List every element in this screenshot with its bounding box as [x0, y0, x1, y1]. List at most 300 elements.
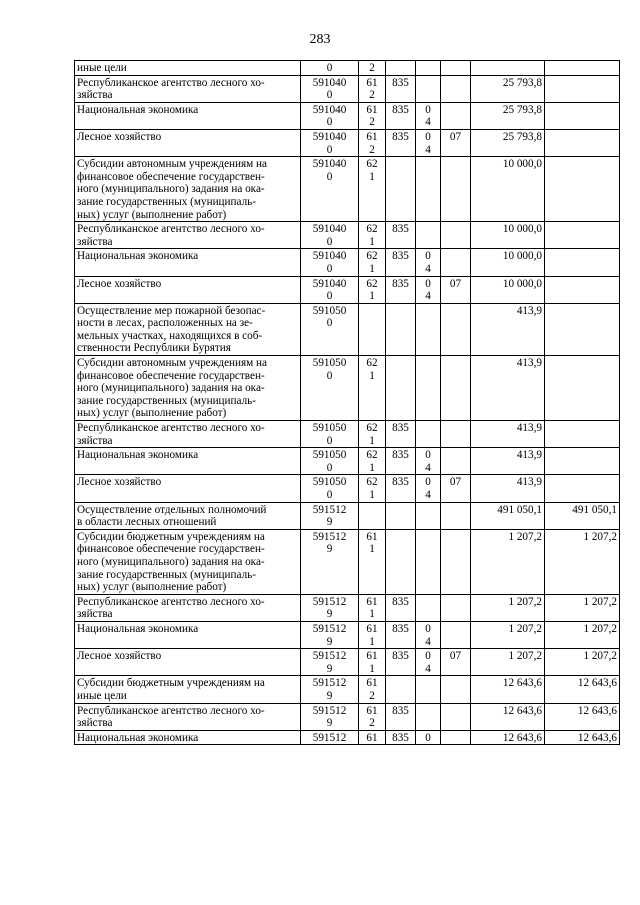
cell-amount-2	[545, 703, 620, 730]
cell-expense-type	[359, 222, 386, 249]
cell-expense-type	[359, 356, 386, 421]
cell-amount-1	[471, 222, 545, 249]
cell-amount-1	[471, 75, 545, 102]
cell-text: 491 050,1	[497, 503, 542, 516]
cell-text	[443, 62, 468, 75]
cell-line: 0	[326, 235, 333, 248]
cell-text: 1 207,2	[583, 622, 617, 635]
cell-text	[443, 705, 468, 718]
cell-text: 10 000,0	[502, 158, 542, 171]
cell-text: 835	[392, 130, 409, 143]
cell-text: 835	[392, 223, 409, 236]
cell-line: 1	[369, 543, 375, 556]
cell-subsection	[441, 703, 471, 730]
cell-name	[75, 730, 301, 745]
cell-department	[386, 249, 416, 276]
cell-expense-type	[359, 703, 386, 730]
cell-line: 0	[326, 89, 333, 102]
cell-line: 62	[366, 158, 378, 171]
cell-line: ного (муниципального) задания на ока-	[77, 382, 265, 395]
cell-amount-1	[471, 594, 545, 621]
cell-line: 0	[326, 317, 333, 330]
cell-department	[386, 157, 416, 222]
cell-expense-type	[359, 730, 386, 745]
cell-line: 0	[326, 62, 333, 74]
table-row	[75, 356, 620, 421]
cell-expense-type	[359, 129, 386, 156]
cell-text: 413,9	[516, 449, 542, 462]
table-row	[75, 475, 620, 502]
cell-line: Национальная экономика	[77, 103, 199, 116]
cell-text	[443, 250, 468, 263]
cell-expense-type	[359, 649, 386, 676]
cell-line: зание государственных (муниципаль-	[77, 195, 256, 208]
cell-target-code	[301, 61, 359, 76]
cell-expense-type	[359, 102, 386, 129]
table-row	[75, 529, 620, 594]
cell-line	[418, 62, 438, 75]
cell-line: иные цели	[77, 62, 127, 74]
cell-text: 835	[392, 277, 409, 290]
cell-section	[416, 75, 441, 102]
cell-line: Национальная экономика	[77, 250, 199, 263]
cell-line: 2	[369, 89, 375, 102]
cell-department	[386, 649, 416, 676]
cell-line: 0	[326, 461, 333, 474]
cell-text: 835	[392, 476, 409, 489]
cell-line: финансовое обеспечение государствен-	[77, 170, 265, 183]
cell-line: 61	[366, 677, 378, 690]
cell-line: 1	[369, 489, 375, 501]
cell-amount-2	[545, 303, 620, 355]
cell-target-code	[301, 157, 359, 222]
table-row	[75, 421, 620, 448]
cell-expense-type	[359, 448, 386, 475]
table-row	[75, 61, 620, 76]
cell-text: 835	[392, 704, 409, 717]
cell-text	[388, 677, 413, 690]
cell-text	[547, 476, 617, 489]
cell-text	[388, 158, 413, 171]
cell-amount-1	[471, 129, 545, 156]
cell-subsection	[441, 594, 471, 621]
cell-text: 1 207,2	[508, 595, 542, 608]
cell-text	[547, 357, 617, 370]
cell-line: Осуществление отдельных полномочий	[77, 503, 267, 516]
cell-amount-2	[545, 676, 620, 703]
cell-section	[416, 594, 441, 621]
cell-line: 1	[369, 461, 375, 474]
cell-amount-1	[471, 421, 545, 448]
cell-line: Субсидии бюджетным учреждениям на	[77, 530, 265, 543]
cell-line: 591040	[312, 158, 347, 171]
table-row	[75, 594, 620, 621]
cell-amount-1	[471, 475, 545, 502]
cell-department	[386, 703, 416, 730]
cell-expense-type	[359, 421, 386, 448]
cell-line	[418, 705, 438, 718]
cell-section	[416, 102, 441, 129]
cell-line: ных) услуг (выполнение работ)	[77, 208, 227, 221]
cell-text: 835	[392, 76, 409, 89]
cell-line: 591040	[312, 103, 347, 116]
cell-line: Республиканское агентство лесного хо-	[77, 223, 265, 236]
cell-section	[416, 529, 441, 594]
table-row	[75, 303, 620, 355]
cell-text: 1 207,2	[508, 650, 542, 663]
cell-department	[386, 276, 416, 303]
cell-line	[361, 504, 383, 517]
cell-text: 25 793,8	[502, 76, 542, 89]
cell-text	[547, 278, 617, 291]
cell-section	[416, 421, 441, 448]
cell-line: 1	[369, 290, 375, 303]
cell-target-code	[301, 676, 359, 703]
cell-target-code	[301, 356, 359, 421]
cell-line: 9	[326, 717, 333, 730]
cell-text	[547, 77, 617, 90]
cell-amount-1	[471, 303, 545, 355]
cell-line: 62	[366, 357, 378, 370]
cell-subsection	[441, 102, 471, 129]
cell-section	[416, 448, 441, 475]
cell-line	[418, 504, 438, 517]
cell-department	[386, 222, 416, 249]
cell-amount-2	[545, 730, 620, 745]
table-row	[75, 502, 620, 529]
table-row	[75, 249, 620, 276]
cell-section	[416, 129, 441, 156]
cell-amount-2	[545, 356, 620, 421]
cell-line: Республиканское агентство лесного хо-	[77, 76, 265, 89]
cell-text	[388, 62, 413, 75]
cell-line: ности в лесах, расположенных на зе-	[77, 317, 253, 330]
cell-name	[75, 502, 301, 529]
table-row	[75, 129, 620, 156]
cell-target-code	[301, 730, 359, 745]
cell-name	[75, 61, 301, 76]
cell-line: зяйства	[77, 608, 113, 621]
cell-line: 0	[425, 103, 431, 116]
cell-line: в области лесных отношений	[77, 516, 217, 529]
cell-amount-1	[471, 676, 545, 703]
cell-section	[416, 356, 441, 421]
cell-line: 591040	[312, 277, 347, 290]
cell-line: зание государственных (муниципаль-	[77, 394, 256, 407]
cell-text	[443, 504, 468, 517]
cell-text: 10 000,0	[502, 223, 542, 236]
cell-line: 62	[366, 476, 378, 489]
cell-department	[386, 303, 416, 355]
cell-line: 61	[366, 530, 378, 543]
cell-text	[443, 104, 468, 117]
cell-target-code	[301, 249, 359, 276]
cell-text: 07	[449, 476, 462, 489]
cell-line: ного (муниципального) задания на ока-	[77, 183, 265, 196]
cell-line: 61	[366, 595, 378, 608]
cell-line: ных) услуг (выполнение работ)	[77, 407, 227, 420]
cell-section	[416, 703, 441, 730]
cell-line	[418, 77, 438, 90]
cell-line: 61	[366, 731, 378, 744]
cell-line: 591512	[312, 622, 347, 635]
table-row	[75, 102, 620, 129]
cell-line: ного (муниципального) задания на ока-	[77, 555, 265, 568]
cell-target-code	[301, 276, 359, 303]
cell-name	[75, 102, 301, 129]
cell-text	[388, 305, 413, 318]
cell-amount-2	[545, 649, 620, 676]
cell-text: 835	[392, 650, 409, 663]
table-row	[75, 649, 620, 676]
cell-name	[75, 222, 301, 249]
cell-subsection	[441, 129, 471, 156]
cell-target-code	[301, 129, 359, 156]
budget-table	[74, 60, 620, 745]
cell-line: 2	[369, 717, 375, 730]
cell-department	[386, 356, 416, 421]
cell-line: 61	[366, 650, 378, 663]
cell-line: 591050	[312, 304, 347, 317]
cell-amount-1	[471, 157, 545, 222]
cell-text	[547, 131, 617, 144]
cell-text: 835	[392, 595, 409, 608]
cell-department	[386, 448, 416, 475]
cell-target-code	[301, 649, 359, 676]
cell-line	[418, 223, 438, 236]
cell-name	[75, 649, 301, 676]
cell-expense-type	[359, 249, 386, 276]
cell-subsection	[441, 676, 471, 703]
cell-department	[386, 621, 416, 648]
cell-line: 1	[369, 434, 375, 447]
cell-line: Национальная экономика	[77, 449, 199, 462]
cell-subsection	[441, 621, 471, 648]
cell-subsection	[441, 448, 471, 475]
cell-line: 0	[425, 622, 431, 635]
cell-subsection	[441, 356, 471, 421]
cell-name	[75, 157, 301, 222]
cell-section	[416, 475, 441, 502]
cell-section	[416, 502, 441, 529]
cell-section	[416, 676, 441, 703]
cell-line: 61	[366, 704, 378, 717]
cell-expense-type	[359, 621, 386, 648]
cell-name	[75, 129, 301, 156]
cell-line: Субсидии автономным учреждениям на	[77, 357, 267, 370]
cell-subsection	[441, 421, 471, 448]
cell-line: 0	[425, 476, 431, 489]
cell-text: 835	[392, 731, 409, 744]
cell-text: 835	[392, 103, 409, 116]
cell-expense-type	[359, 475, 386, 502]
cell-target-code	[301, 703, 359, 730]
cell-line: 0	[326, 369, 333, 382]
cell-amount-1	[471, 730, 545, 745]
cell-target-code	[301, 529, 359, 594]
cell-line	[418, 422, 438, 435]
cell-section	[416, 730, 441, 745]
cell-department	[386, 676, 416, 703]
cell-name	[75, 249, 301, 276]
cell-line: 4	[425, 116, 431, 129]
cell-subsection	[441, 249, 471, 276]
cell-text	[547, 158, 617, 171]
cell-expense-type	[359, 61, 386, 76]
cell-name	[75, 529, 301, 594]
cell-name	[75, 475, 301, 502]
cell-expense-type	[359, 502, 386, 529]
cell-expense-type	[359, 529, 386, 594]
cell-line: 591040	[312, 76, 347, 89]
cell-line: Национальная экономика	[77, 622, 199, 635]
cell-amount-2	[545, 621, 620, 648]
cell-amount-2	[545, 75, 620, 102]
cell-line: Лесное хозяйство	[77, 650, 162, 663]
cell-line: 2	[369, 689, 375, 702]
cell-line: 591050	[312, 422, 347, 435]
cell-text: 413,9	[516, 422, 542, 435]
cell-expense-type	[359, 594, 386, 621]
cell-line: 1	[369, 662, 375, 675]
cell-line: 0	[326, 170, 333, 183]
cell-text: 07	[449, 277, 462, 290]
cell-amount-2	[545, 129, 620, 156]
cell-text: 25 793,8	[502, 103, 542, 116]
cell-amount-1	[471, 61, 545, 76]
cell-subsection	[441, 529, 471, 594]
cell-line: 9	[326, 689, 333, 702]
cell-section	[416, 157, 441, 222]
cell-line: 1	[369, 235, 375, 248]
cell-line: Национальная экономика	[77, 731, 199, 744]
cell-text: 12 643,6	[502, 704, 542, 717]
table-row	[75, 157, 620, 222]
cell-line: 1	[369, 262, 375, 275]
cell-text	[443, 305, 468, 318]
cell-line: 0	[425, 250, 431, 263]
cell-text: 1 207,2	[583, 595, 617, 608]
cell-line	[418, 158, 438, 171]
cell-name	[75, 448, 301, 475]
table-row	[75, 621, 620, 648]
table-row	[75, 730, 620, 745]
cell-subsection	[441, 157, 471, 222]
cell-amount-1	[471, 529, 545, 594]
cell-line: Субсидии автономным учреждениям на	[77, 158, 267, 171]
cell-text	[443, 677, 468, 690]
cell-line: 591512	[312, 650, 347, 663]
table-row	[75, 276, 620, 303]
cell-text	[388, 357, 413, 370]
cell-expense-type	[359, 157, 386, 222]
cell-line	[361, 305, 383, 318]
cell-text: 10 000,0	[502, 250, 542, 263]
cell-line: Республиканское агентство лесного хо-	[77, 704, 265, 717]
table-body	[75, 61, 620, 745]
cell-amount-1	[471, 249, 545, 276]
cell-line: 9	[326, 635, 333, 648]
cell-text	[547, 223, 617, 236]
cell-expense-type	[359, 276, 386, 303]
cell-text: 835	[392, 250, 409, 263]
cell-line: 0	[326, 262, 333, 275]
cell-text	[443, 357, 468, 370]
cell-amount-2	[545, 594, 620, 621]
cell-line: 591050	[312, 449, 347, 462]
cell-amount-2	[545, 61, 620, 76]
cell-section	[416, 621, 441, 648]
cell-section	[416, 222, 441, 249]
cell-text: 07	[449, 130, 462, 143]
cell-name	[75, 703, 301, 730]
cell-amount-1	[471, 502, 545, 529]
cell-line: Республиканское агентство лесного хо-	[77, 595, 265, 608]
cell-target-code	[301, 421, 359, 448]
cell-text	[443, 77, 468, 90]
cell-line: зяйства	[77, 434, 113, 447]
cell-line: 591050	[312, 476, 347, 489]
cell-text: 12 643,6	[577, 704, 617, 717]
cell-section	[416, 276, 441, 303]
cell-subsection	[441, 75, 471, 102]
cell-line: 591040	[312, 250, 347, 263]
cell-line: 0	[326, 434, 333, 447]
cell-text	[547, 62, 617, 75]
cell-line: 9	[326, 662, 333, 675]
cell-line: 591512	[312, 704, 347, 717]
cell-text	[473, 62, 542, 75]
cell-line: 0	[326, 290, 333, 303]
cell-name	[75, 676, 301, 703]
cell-line: зяйства	[77, 717, 113, 730]
cell-line: зяйства	[77, 235, 113, 248]
cell-line: 591050	[312, 357, 347, 370]
cell-line: 61	[366, 103, 378, 116]
cell-line	[418, 357, 438, 370]
cell-target-code	[301, 621, 359, 648]
cell-line: 61	[366, 622, 378, 635]
cell-amount-2	[545, 102, 620, 129]
cell-line: Республиканское агентство лесного хо-	[77, 422, 265, 435]
cell-line: 62	[366, 422, 378, 435]
cell-text: 835	[392, 622, 409, 635]
cell-line: ственности Республики Бурятия	[77, 342, 231, 355]
cell-text	[443, 449, 468, 462]
table-row	[75, 448, 620, 475]
cell-text	[443, 531, 468, 544]
cell-line: 2	[369, 116, 375, 129]
cell-section	[416, 303, 441, 355]
cell-text: 12 643,6	[577, 677, 617, 690]
cell-line: 0	[326, 489, 333, 501]
cell-text: 1 207,2	[583, 530, 617, 543]
cell-amount-1	[471, 448, 545, 475]
cell-department	[386, 102, 416, 129]
cell-line: финансовое обеспечение государствен-	[77, 369, 265, 382]
cell-text: 07	[449, 650, 462, 663]
table-row	[75, 703, 620, 730]
cell-name	[75, 75, 301, 102]
cell-text: 12 643,6	[577, 731, 617, 744]
cell-line: 591040	[312, 223, 347, 236]
cell-text	[547, 250, 617, 263]
cell-text	[443, 732, 468, 745]
cell-text: 25 793,8	[502, 130, 542, 143]
cell-amount-1	[471, 621, 545, 648]
cell-line	[418, 531, 438, 544]
cell-line: Лесное хозяйство	[77, 476, 162, 489]
